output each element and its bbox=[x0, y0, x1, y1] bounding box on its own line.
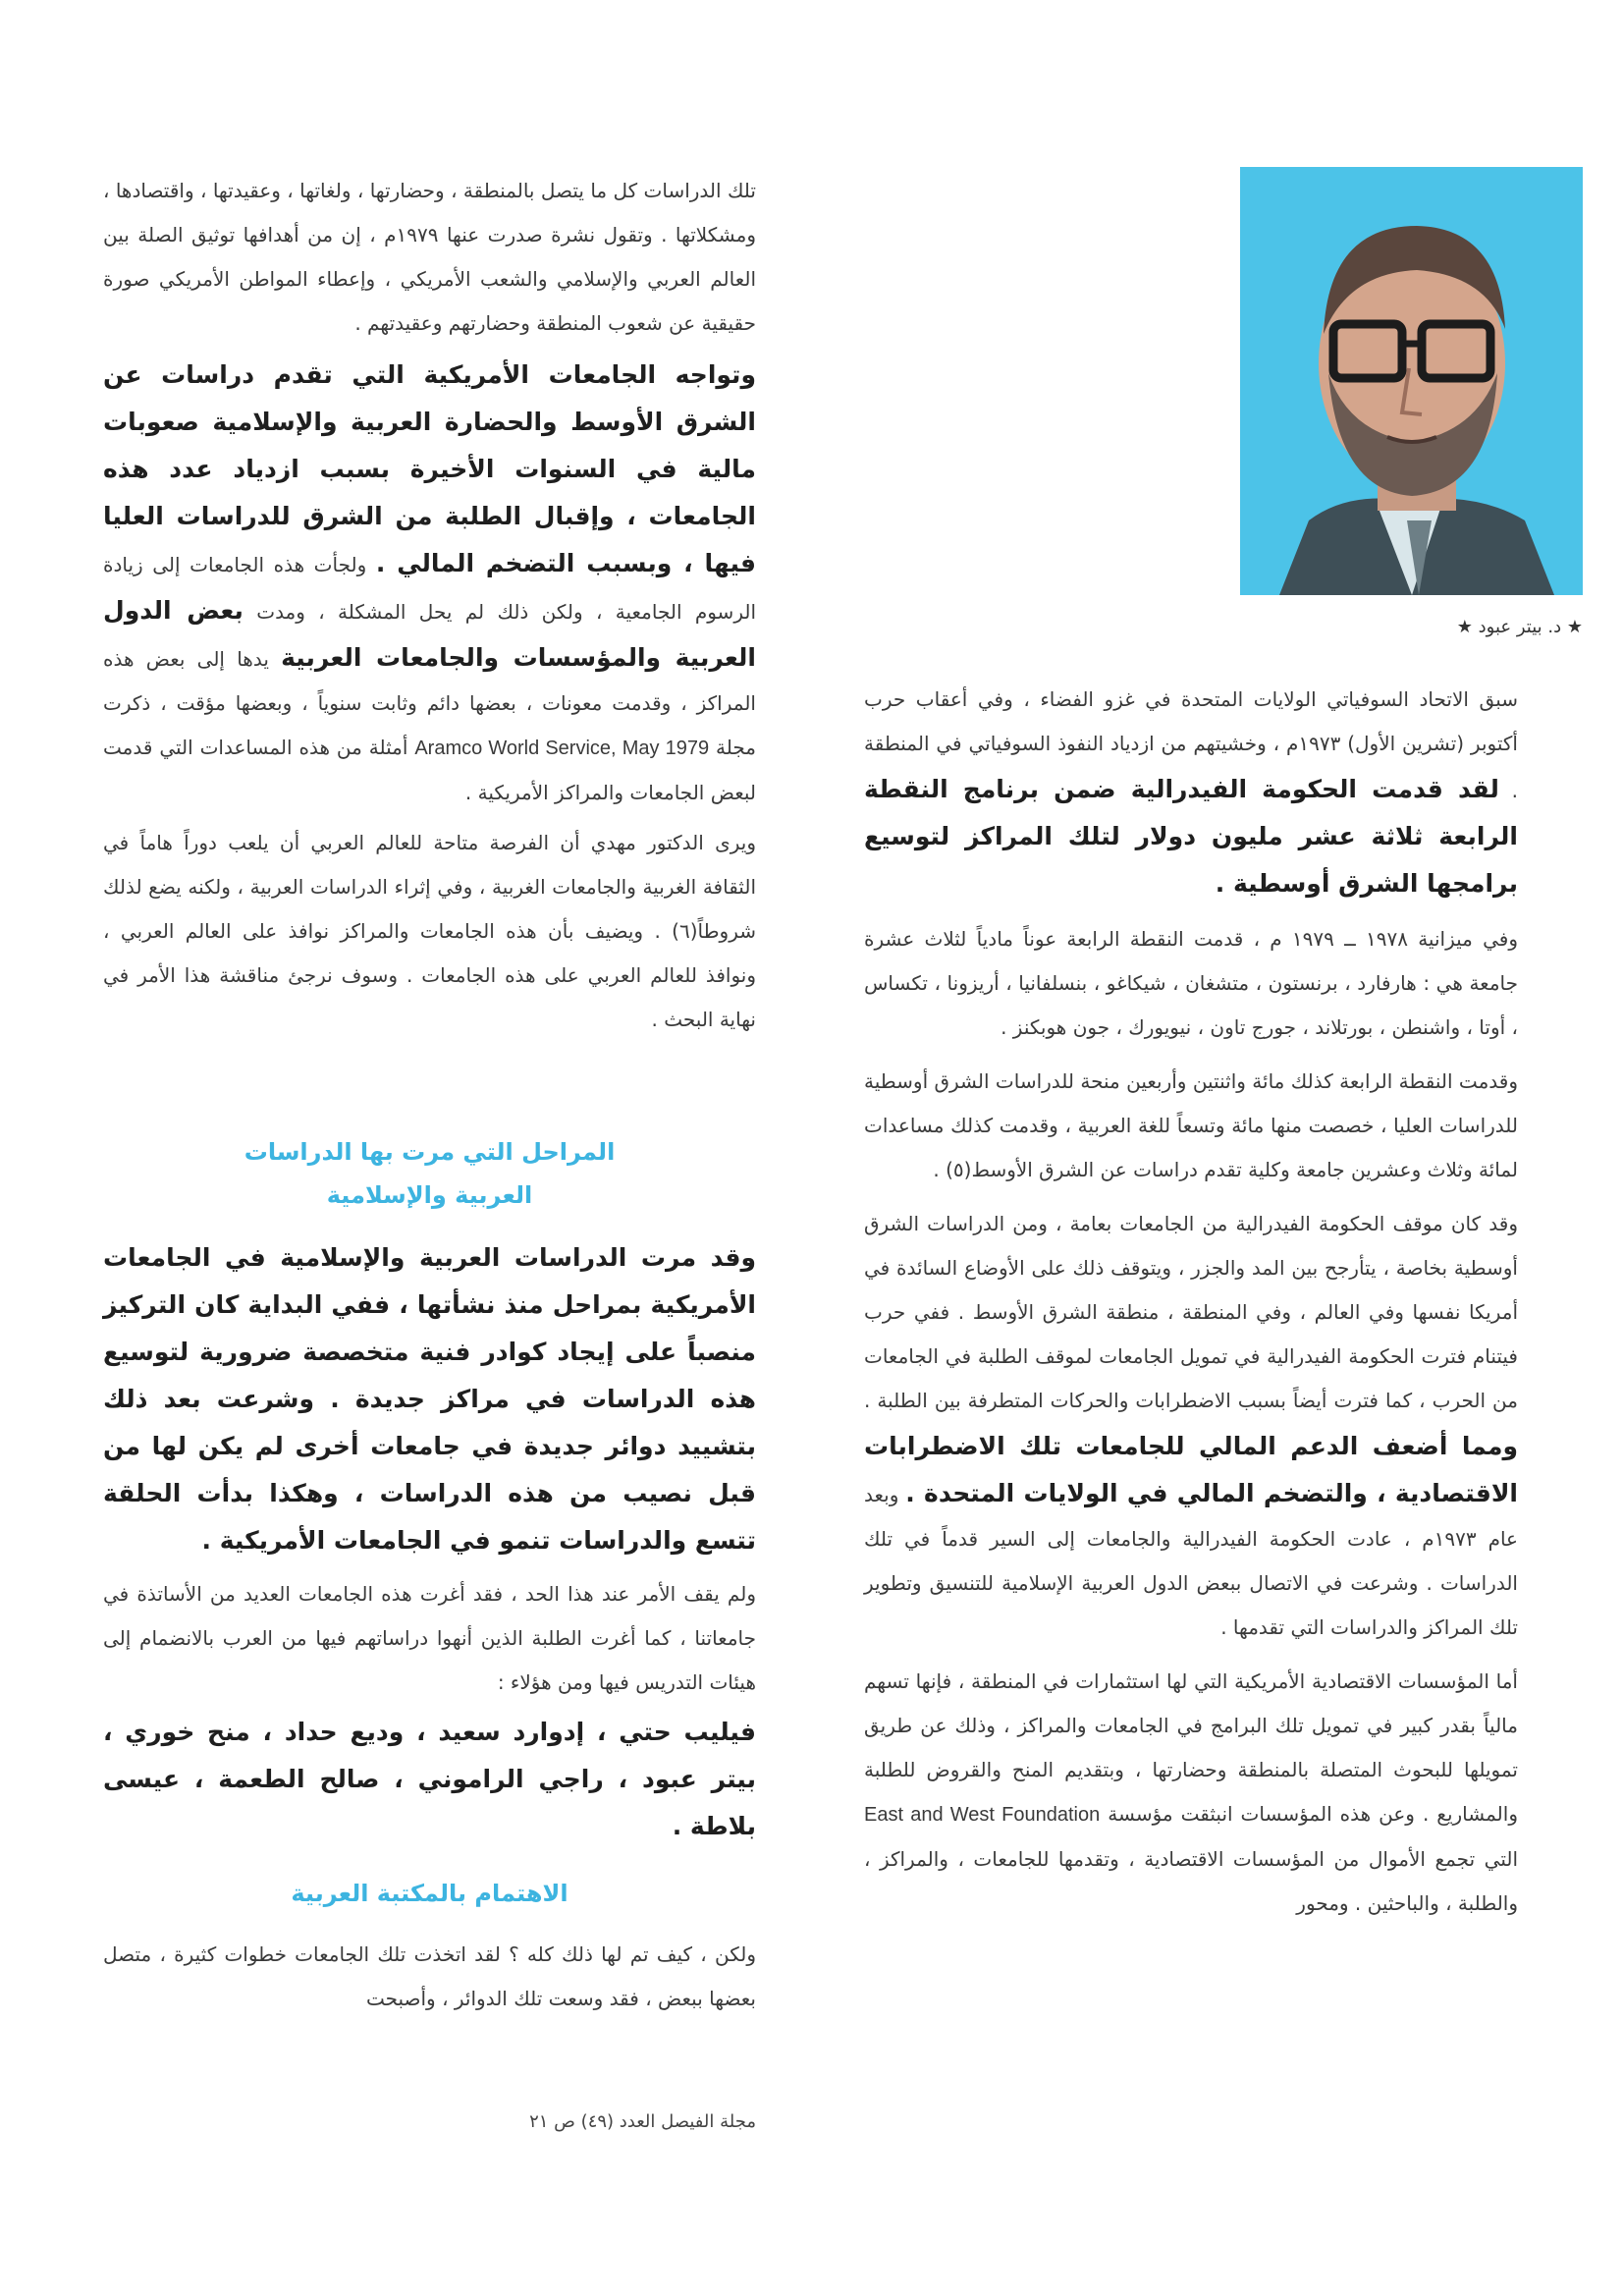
right-column bbox=[864, 678, 1518, 1926]
photo-caption: ★ د. بيتر عبود ★ bbox=[1456, 617, 1583, 637]
left-p2-text: ولجأت هذه الجامعات إلى زيادة الرسوم الجامعية ، ولكن ذلك لم يحل المشكلة ، ومدت bbox=[103, 553, 757, 624]
left-paragraph-2 bbox=[103, 352, 756, 815]
right-paragraph-5 bbox=[864, 1660, 1518, 1926]
left-paragraph-4: وقد مرت الدراسات العربية والإسلامية في الجامعات الأمريكية بمراحل منذ نشأتها ، ففي البداية كان التركيز منصباً على إيجاد كوادر فنية متخصصة ضرورية لتوسيع هذه الدراسات في مراكز جديدة . وشرعت بعد ذلك بتشييد دوائر جديدة في جامعات أخرى لم يكن لها من قبل نصيب من هذه الدراسات ، وهكذا بدأت الحلقة تتسع والدراسات تنمو في الجامعات الأمريكية . bbox=[103, 1243, 756, 1555]
left-p2-bold-2: بعض الدول العربية والمؤسسات والجامعات العربية bbox=[103, 596, 757, 672]
section-heading-stages bbox=[103, 1130, 756, 1217]
right-paragraph-3: وقدمت النقطة الرابعة كذلك مائة واثنتين وأربعين منحة للدراسات الشرق أوسطية للدراسات العليا ، خصصت منها مائة وتسعاً للغة العربية ، وقدمت كذلك مساعدات لمائة وثلاث وعشرين جامعة وكلية تقدم دراسات عن الشرق الأوسط(٥) . bbox=[864, 1069, 1518, 1181]
right-p1-bold: لقد قدمت الحكومة الفيدرالية ضمن برنامج النقطة الرابعة ثلاثة عشر مليون دولار لتلك المراكز لتوسيع برامجها الشرق أوسطية . bbox=[864, 775, 1518, 898]
left-p2-latin: Aramco World Service, May 1979 bbox=[414, 738, 710, 759]
section-heading-library: الاهتمام بالمكتبة العربية bbox=[291, 1880, 568, 1907]
heading-stages-line-2: العربية والإسلامية bbox=[326, 1181, 533, 1209]
right-paragraph-4 bbox=[864, 1202, 1518, 1650]
right-p1-text: سبق الاتحاد السوفياتي الولايات المتحدة في غزو الفضاء ، وفي أعقاب حرب أكتوبر (تشرين الأول) ١٩٧٣م ، وخشيتهم من ازدياد النفوذ السوفياتي في المنطقة . bbox=[864, 687, 1518, 802]
left-column bbox=[103, 169, 756, 2021]
author-photo bbox=[1240, 167, 1583, 595]
left-p2-text-2: يدها إلى بعض هذه المراكز ، وقدمت معونات ، بعضها دائم وثابت سنوياً ، وبعضها مؤقت ، ذكرت مجلة bbox=[103, 647, 756, 759]
right-p4-tail: وبعد عام ١٩٧٣م ، عادت الحكومة الفيدرالية والجامعات إلى السير قدماً في تلك الدراسات . وشرعت في الاتصال ببعض الدول العربية الإسلامية للتنسيق وتطوير تلك المراكز والدراسات التي تقدمها . bbox=[864, 1483, 1518, 1639]
left-p2-bold: وتواجه الجامعات الأمريكية التي تقدم دراسات عن الشرق الأوسط والحضارة العربية والإسلامية صعوبات مالية في السنوات الأخيرة بسبب ازدياد عدد هذه الجامعات ، وإقبال الطلبة من الشرق للدراسات العليا فيها ، وبسبب التضخم المالي . bbox=[103, 360, 757, 577]
right-paragraph-1 bbox=[864, 678, 1518, 907]
left-p2-text-3: أمثلة من هذه المساعدات التي قدمت لبعض الجامعات والمراكز الأمريكية . bbox=[103, 736, 756, 804]
heading-stages-line-1: المراحل التي مرت بها الدراسات bbox=[243, 1138, 616, 1166]
left-paragraph-names: فيليب حتي ، إدوارد سعيد ، وديع حداد ، منح خوري ، بيتر عبود ، راجي الراموني ، صالح الطعمة ، عيسى بلاطة . bbox=[103, 1718, 756, 1840]
right-p5-latin: East and West Foundation bbox=[864, 1804, 1101, 1826]
left-paragraph-7: ولكن ، كيف تم لها ذلك كله ؟ لقد اتخذت تلك الجامعات خطوات كثيرة ، متصل بعضها ببعض ، فقد وسعت تلك الدوائر ، وأصبحت bbox=[103, 1942, 756, 2010]
left-paragraph-5: ولم يقف الأمر عند هذا الحد ، فقد أغرت هذه الجامعات العديد من الأساتذة في جامعاتنا ، كما أغرت الطلبة الذين أنهوا دراساتهم فيها من العرب بالانضمام إلى هيئات التدريس فيها ومن هؤلاء : bbox=[103, 1582, 756, 1694]
left-paragraph-1: تلك الدراسات كل ما يتصل بالمنطقة ، وحضارتها ، ولغاتها ، وعقيدتها ، واقتصادها ، ومشكلاتها . وتقول نشرة صدرت عنها ١٩٧٩م ، إن من أهدافها توثيق الصلة بين العالم العربي والإسلامي والشعب الأمريكي ، وإعطاء المواطن الأمريكي صورة حقيقية عن شعوب المنطقة وحضارتهم وعقيدتهم . bbox=[103, 179, 756, 335]
right-p4-bold: ومما أضعف الدعم المالي للجامعات تلك الاضطرابات الاقتصادية ، والتضخم المالي في الولايات المتحدة . bbox=[864, 1432, 1518, 1507]
page-footer: مجلة الفيصل العدد (٤٩) ص ٢١ bbox=[529, 2111, 756, 2132]
portrait-illustration bbox=[1240, 167, 1583, 595]
right-p5-text-a: أما المؤسسات الاقتصادية الأمريكية التي لها استثمارات في المنطقة ، فإنها تسهم مالياً بقدر كبير في تمويل تلك البرامج في الجامعات والمراكز ، وذلك عن طريق تمويلها للبحوث المتصلة بالمنطقة وحضارتها ، وبتقديم المنح والقروض للطلبة والمشاريع . وعن هذه المؤسسات انبثقت مؤسسة bbox=[864, 1669, 1518, 1826]
right-p4-text: وقد كان موقف الحكومة الفيدرالية من الجامعات بعامة ، ومن الدراسات الشرق أوسطية بخاصة ، يتأرجح بين المد والجزر ، ويتوقف ذلك على الأوضاع السائدة في أمريكا نفسها وفي العالم ، وفي المنطقة ، منطقة الشرق الأوسط . ففي حرب فيتنام فترت الحكومة الفيدرالية في تمويل الجامعات لموقف الطلبة في الجامعات من الحرب ، كما فترت أيضاً بسبب الاضطرابات والحركات المتطرفة بين الطلبة . bbox=[864, 1212, 1518, 1412]
right-p5-text-b: التي تجمع الأموال من المؤسسات الاقتصادية ، وتقدمها للجامعات ، والمراكز ، والطلبة ، والباحثين . ومحور bbox=[864, 1847, 1518, 1915]
right-paragraph-2: وفي ميزانية ١٩٧٨ ــ ١٩٧٩ م ، قدمت النقطة الرابعة عوناً مادياً لثلاث عشرة جامعة هي : هارفارد ، برنستون ، متشغان ، شيكاغو ، بنسلفانيا ، أريزونا ، تكساس ، أوتا ، واشنطن ، بورتلاند ، جورج تاون ، نيويورك ، جون هوبكنز . bbox=[864, 927, 1518, 1039]
left-paragraph-3: ويرى الدكتور مهدي أن الفرصة متاحة للعالم العربي أن يلعب دوراً هاماً في الثقافة الغربية والجامعات الغربية ، وفي إثراء الدراسات العربية ، ولكنه يضع لذلك شروطاً(٦) . ويضيف بأن هذه الجامعات والمراكز نوافذ على العالم العربي ، ونوافذ للعالم العربي على هذه الجامعات . وسوف نرجئ مناقشة هذا الأمر في نهاية البحث . bbox=[103, 831, 756, 1031]
